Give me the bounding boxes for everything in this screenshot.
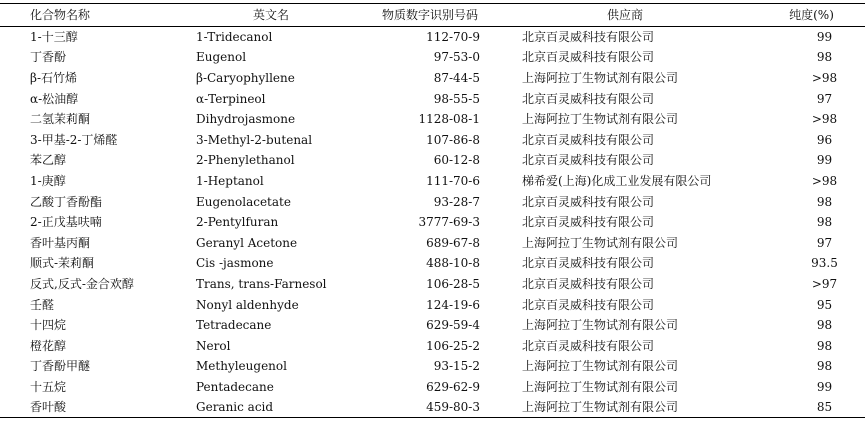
purity-cell: 98 [816,194,833,209]
purity-cell: >98 [811,112,838,127]
table-row [0,232,865,253]
english-name-cell: β-Caryophyllene [196,70,295,85]
english-name-cell: Geranic acid [186,397,360,418]
cas-number-cell: 93-28-7 [433,194,480,209]
cas-number-cell: 459-80-3 [360,397,496,418]
compound-name-cell: 香叶酸 [0,397,186,418]
table-row [0,150,865,171]
header-supplier: 供应商 [496,4,758,27]
table-row [0,129,865,150]
english-name-cell: Geranyl Acetone [196,235,298,250]
cas-number-cell: 97-53-0 [433,50,480,65]
english-name-cell: Trans, trans-Farnesol [196,276,327,291]
cas-number-cell: 3777-69-3 [418,215,480,230]
cas-number-cell: 107-86-8 [426,132,480,147]
compound-name-cell: 壬醛 [30,297,55,312]
purity-cell: >98 [811,70,838,85]
english-name-cell: Tetradecane [196,318,272,333]
english-name-cell: Nonyl aldenhyde [196,297,299,312]
english-name-cell: Eugenol [196,50,247,65]
table-body [0,27,865,418]
purity-cell: 99 [816,30,833,45]
purity-cell: 97 [816,235,833,250]
table-row [0,171,865,192]
header-cas-number: 物质数字识别号码 [360,4,496,27]
supplier-cell: 梯希爱(上海)化成工业发展有限公司 [522,173,712,188]
compound-name-cell: 二氢茉莉酮 [30,112,91,127]
purity-cell: 93.5 [811,256,838,271]
header-compound-name: 化合物名称 [0,4,186,27]
supplier-cell: 北京百灵威科技有限公司 [522,30,655,45]
supplier-cell: 北京百灵威科技有限公司 [522,50,655,65]
purity-cell: 85 [758,397,865,418]
compound-name-cell: 1-庚醇 [30,173,66,188]
cas-number-cell: 488-10-8 [426,256,480,271]
purity-cell: 95 [816,297,833,312]
supplier-cell: 北京百灵威科技有限公司 [522,91,655,106]
cas-number-cell: 87-44-5 [433,70,480,85]
supplier-cell: 上海阿拉丁生物试剂有限公司 [522,112,679,127]
compound-name-cell: 丁香酚甲醚 [30,359,91,374]
cas-number-cell: 106-25-2 [426,338,480,353]
cas-number-cell: 111-70-6 [426,173,480,188]
purity-cell: 99 [816,379,833,394]
table-row [0,335,865,356]
supplier-cell: 北京百灵威科技有限公司 [522,338,655,353]
cas-number-cell: 112-70-9 [426,30,480,45]
english-name-cell: 2-Pentylfuran [196,215,279,230]
table-row [0,47,865,68]
compound-name-cell: 乙酸丁香酚酯 [30,194,103,209]
english-name-cell: 2-Phenylethanol [196,153,295,168]
compound-name-cell: 十五烷 [30,379,67,394]
purity-cell: >97 [811,276,838,291]
supplier-cell: 北京百灵威科技有限公司 [522,194,655,209]
compound-name-cell: α-松油醇 [30,91,79,106]
table-row [0,88,865,109]
supplier-cell: 北京百灵威科技有限公司 [522,215,655,230]
purity-cell: 98 [816,359,833,374]
cas-number-cell: 124-19-6 [426,297,480,312]
purity-cell: 97 [816,91,833,106]
cas-number-cell: 629-62-9 [426,379,480,394]
compound-name-cell: 十四烷 [30,318,67,333]
table-row [0,68,865,89]
compound-name-cell: 橙花醇 [30,338,67,353]
table-header [0,4,865,27]
supplier-cell: 上海阿拉丁生物试剂有限公司 [496,397,758,418]
table-row [0,109,865,130]
cas-number-cell: 93-15-2 [433,359,480,374]
cas-number-cell: 98-55-5 [433,91,480,106]
compound-name-cell: 丁香酚 [30,50,67,65]
cas-number-cell: 689-67-8 [426,235,480,250]
english-name-cell: Pentadecane [196,379,274,394]
compound-name-cell: 香叶基丙酮 [30,235,91,250]
english-name-cell: 1-Heptanol [196,173,264,188]
table-row [0,27,865,48]
english-name-cell: 1-Tridecanol [196,30,273,45]
supplier-cell: 北京百灵威科技有限公司 [522,297,655,312]
cas-number-cell: 106-28-5 [426,276,480,291]
header-row [0,4,865,27]
compound-name-cell: 苯乙醇 [30,153,67,168]
english-name-cell: Eugenolacetate [196,194,291,209]
table-row [0,253,865,274]
table-row [0,397,865,418]
cas-number-cell: 60-12-8 [433,153,480,168]
supplier-cell: 上海阿拉丁生物试剂有限公司 [522,235,679,250]
compound-name-cell: 3-甲基-2-丁烯醛 [30,132,118,147]
table-row [0,191,865,212]
table-row [0,212,865,233]
compound-name-cell: 1-十三醇 [30,30,78,45]
compound-name-cell: 顺式-茉莉酮 [30,256,95,271]
purity-cell: 98 [816,318,833,333]
supplier-cell: 上海阿拉丁生物试剂有限公司 [522,379,679,394]
header-english-name: 英文名 [186,4,360,27]
english-name-cell: α-Terpineol [196,91,266,106]
table-row [0,356,865,377]
table-row [0,377,865,398]
cas-number-cell: 629-59-4 [426,318,480,333]
table-row [0,274,865,295]
purity-cell: 98 [816,215,833,230]
purity-cell: 98 [816,50,833,65]
purity-cell: 96 [816,132,833,147]
supplier-cell: 北京百灵威科技有限公司 [522,276,655,291]
english-name-cell: Cis -jasmone [196,256,274,271]
purity-cell: >98 [811,173,838,188]
cas-number-cell: 1128-08-1 [418,112,480,127]
supplier-cell: 上海阿拉丁生物试剂有限公司 [522,359,679,374]
header-purity: 纯度(%) [758,4,865,27]
supplier-cell: 北京百灵威科技有限公司 [522,256,655,271]
compound-name-cell: β-石竹烯 [30,70,77,85]
supplier-cell: 北京百灵威科技有限公司 [522,153,655,168]
english-name-cell: 3-Methyl-2-butenal [196,132,313,147]
purity-cell: 99 [816,153,833,168]
english-name-cell: Methyleugenol [196,359,287,374]
table-row [0,315,865,336]
table-row [0,294,865,315]
english-name-cell: Dihydrojasmone [196,112,296,127]
supplier-cell: 上海阿拉丁生物试剂有限公司 [522,70,679,85]
supplier-cell: 北京百灵威科技有限公司 [522,132,655,147]
purity-cell: 98 [816,338,833,353]
english-name-cell: Nerol [196,338,231,353]
compound-name-cell: 反式,反式-金合欢醇 [30,276,134,291]
supplier-cell: 上海阿拉丁生物试剂有限公司 [522,318,679,333]
compound-table [0,3,865,418]
compound-name-cell: 2-正戊基呋喃 [30,215,102,230]
